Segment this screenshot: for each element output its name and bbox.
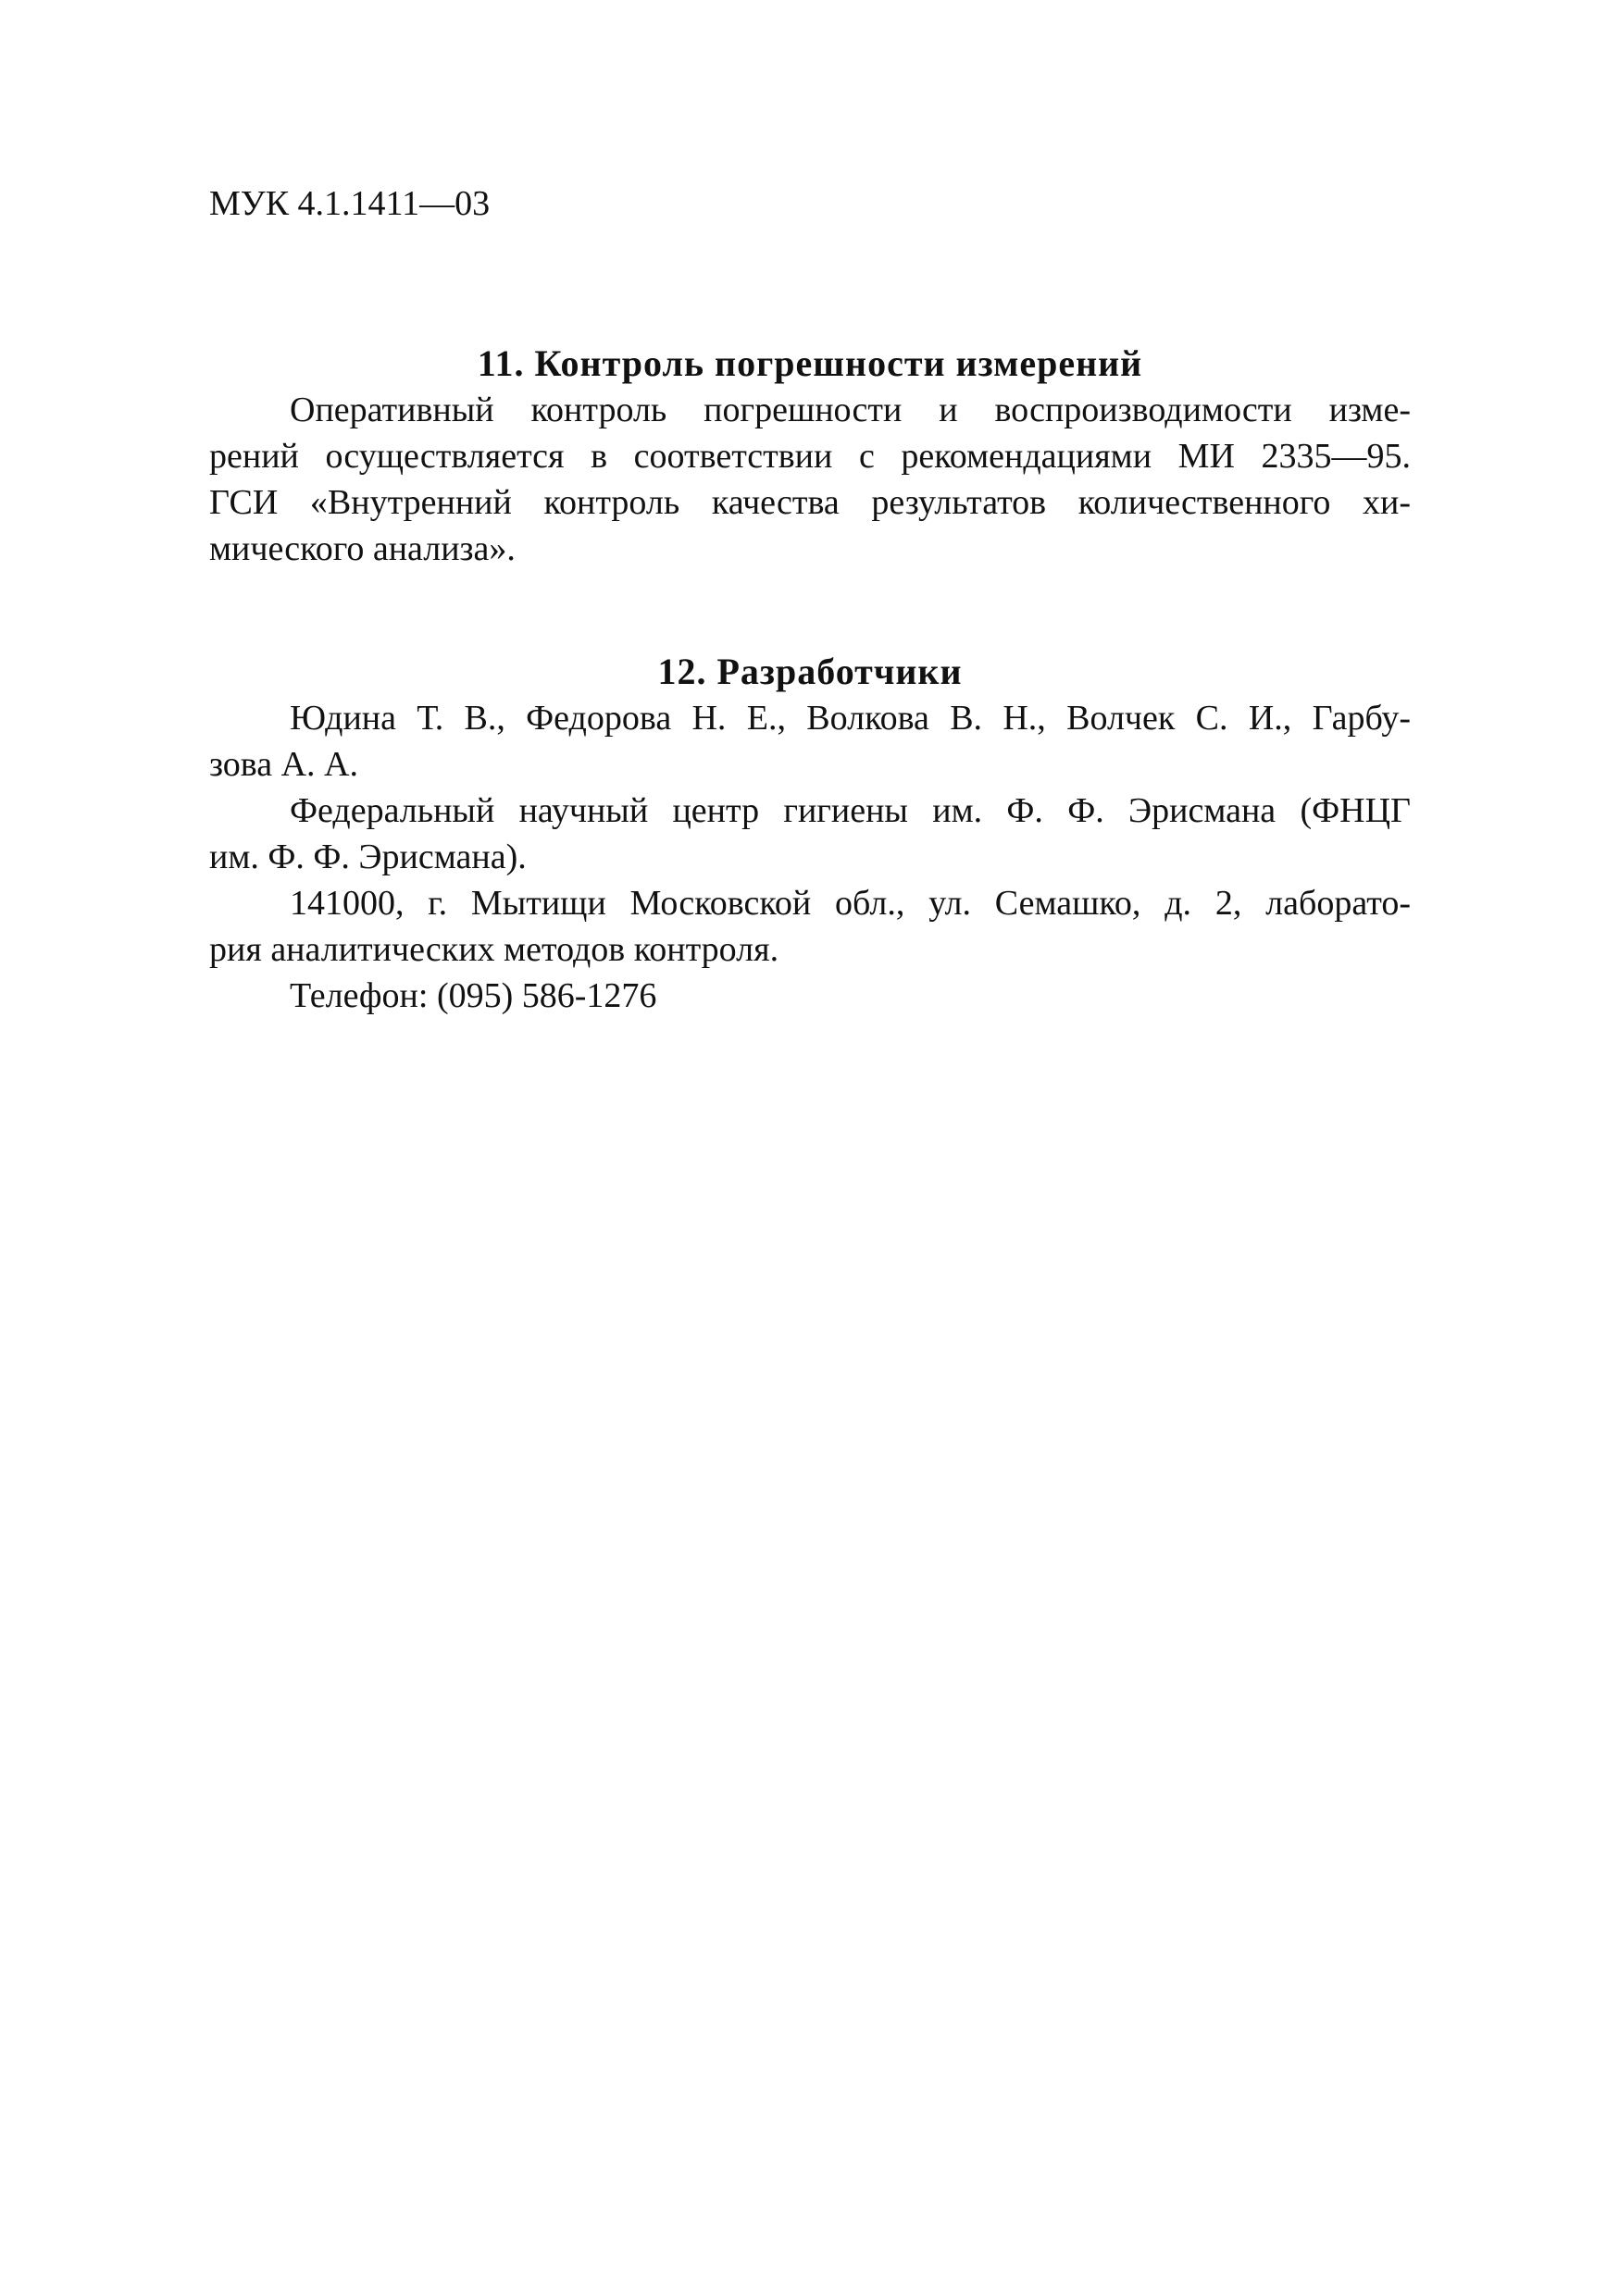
section-title: 11. Контроль погрешности измерений xyxy=(477,342,1143,384)
section-error-control xyxy=(209,341,1411,572)
organization-paragraph xyxy=(209,788,1411,880)
paragraph-line: ГСИ «Внутренний контроль качества результатов количественного хи- xyxy=(209,483,1411,522)
paragraph-line: мического анализа». xyxy=(209,529,516,568)
phone-line: Телефон: (095) 586-1276 xyxy=(290,976,657,1015)
paragraph-line: им. Ф. Ф. Эрисмана). xyxy=(209,838,527,876)
document-code-header: МУК 4.1.1411—03 xyxy=(209,184,491,223)
section-paragraph xyxy=(209,387,1411,572)
authors-paragraph xyxy=(209,695,1411,788)
phone-paragraph xyxy=(209,973,1411,1019)
paragraph-line: рия аналитических методов контроля. xyxy=(209,930,779,969)
section-developers xyxy=(209,649,1411,1019)
address-paragraph xyxy=(209,880,1411,973)
paragraph-line: 141000, г. Мытищи Московской обл., ул. Семашко, д. 2, лаборато- xyxy=(290,884,1411,923)
paragraph-line: Юдина Т. В., Федорова Н. Е., Волкова В. Н., Волчек С. И., Гарбу- xyxy=(290,699,1411,738)
paragraph-line: зова А. А. xyxy=(209,745,358,784)
section-title: 12. Разработчики xyxy=(657,651,963,692)
paragraph-line: рений осуществляется в соответствии с рекомендациями МИ 2335—95. xyxy=(209,437,1411,476)
paragraph-line: Оперативный контроль погрешности и воспроизводимости изме- xyxy=(290,391,1411,429)
paragraph-line: Федеральный научный центр гигиены им. Ф. Ф. Эрисмана (ФНЦГ xyxy=(290,791,1411,830)
